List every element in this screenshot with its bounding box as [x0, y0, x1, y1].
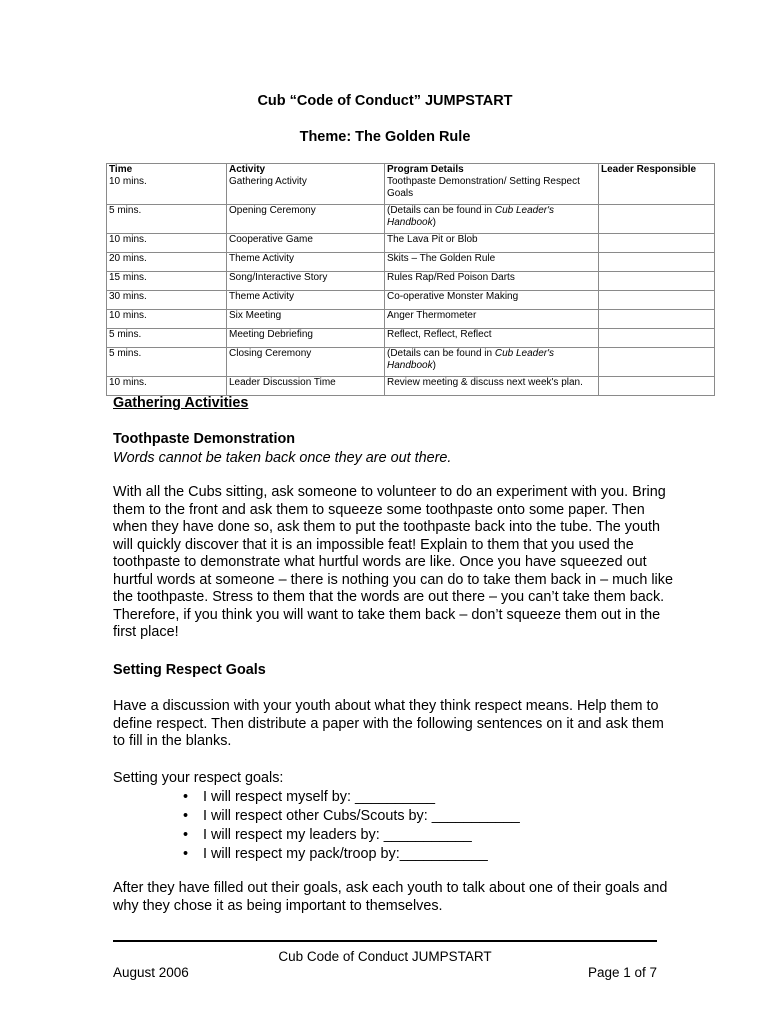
table-row [107, 272, 715, 291]
toothpaste-heading: Toothpaste Demonstration [113, 431, 296, 447]
schedule-header-row [107, 164, 715, 177]
respect-goals-paragraph: Have a discussion with your youth about what they think respect means. Help them to define respect. Then distribute a paper with the following sentences on it and ask them to fill in the blanks. [113, 698, 664, 749]
cell-details [385, 205, 599, 234]
cell-time: 10 mins. [107, 234, 227, 253]
list-item [183, 845, 520, 864]
handbook-title: Cub Leader's Handbook [387, 205, 555, 228]
cell-activity: Theme Activity [227, 253, 385, 272]
cell-leader [599, 253, 715, 272]
cell-leader [599, 234, 715, 253]
cell-leader [599, 176, 715, 205]
cell-leader [599, 348, 715, 377]
cell-activity: Meeting Debriefing [227, 329, 385, 348]
cell-activity: Gathering Activity [227, 176, 385, 205]
header-time: Time [107, 164, 227, 177]
table-row [107, 377, 715, 396]
cell-activity: Leader Discussion Time [227, 377, 385, 396]
cell-leader [599, 272, 715, 291]
respect-goals-intro: Setting your respect goals: [113, 770, 284, 786]
cell-time: 5 mins. [107, 205, 227, 234]
table-row [107, 310, 715, 329]
list-item [183, 807, 520, 826]
details-text-end: ) [432, 217, 436, 228]
list-item [183, 788, 520, 807]
header-program-details: Program Details [385, 164, 599, 177]
table-row [107, 329, 715, 348]
cell-time: 20 mins. [107, 253, 227, 272]
bullet-icon: • [183, 808, 189, 824]
page-number: Page 1 of 7 [587, 965, 657, 980]
respect-goals-heading: Setting Respect Goals [113, 662, 266, 678]
cell-activity: Song/Interactive Story [227, 272, 385, 291]
table-row [107, 234, 715, 253]
header-activity: Activity [227, 164, 385, 177]
cell-activity: Six Meeting [227, 310, 385, 329]
cell-details: Co-operative Monster Making [385, 291, 599, 310]
cell-leader [599, 329, 715, 348]
details-text-end: ) [432, 360, 436, 371]
bullet-icon: • [183, 846, 189, 862]
cell-activity: Cooperative Game [227, 234, 385, 253]
list-item [183, 826, 520, 845]
gathering-activities-heading: Gathering Activities [113, 395, 249, 411]
cell-time: 30 mins. [107, 291, 227, 310]
cell-details: Reflect, Reflect, Reflect [385, 329, 599, 348]
table-row [107, 205, 715, 234]
cell-activity: Closing Ceremony [227, 348, 385, 377]
cell-activity: Opening Ceremony [227, 205, 385, 234]
respect-goals-list [183, 788, 520, 864]
header-leader-responsible: Leader Responsible [599, 164, 715, 177]
cell-leader [599, 291, 715, 310]
bullet-icon: • [183, 827, 189, 843]
goal-text: I will respect myself by: __________ [203, 789, 435, 805]
cell-leader [599, 310, 715, 329]
document-title: Cub “Code of Conduct” JUMPSTART [257, 93, 513, 109]
table-row [107, 348, 715, 377]
goal-text: I will respect other Cubs/Scouts by: ___________ [203, 808, 520, 824]
cell-time: 5 mins. [107, 348, 227, 377]
cell-details [385, 348, 599, 377]
handbook-title: Cub Leader's Handbook [387, 348, 555, 371]
footer-divider [113, 940, 657, 942]
cell-time: 10 mins. [107, 310, 227, 329]
cell-details: Rules Rap/Red Poison Darts [385, 272, 599, 291]
cell-details: Review meeting & discuss next week's plan. [385, 377, 599, 396]
table-row [107, 253, 715, 272]
cell-time: 10 mins. [107, 176, 227, 205]
footer-date: August 2006 [113, 965, 189, 980]
cell-details: Anger Thermometer [385, 310, 599, 329]
toothpaste-quote: Words cannot be taken back once they are out there. [113, 450, 452, 466]
cell-details: Skits – The Golden Rule [385, 253, 599, 272]
table-row [107, 176, 715, 205]
schedule-table [106, 163, 715, 396]
document-theme: Theme: The Golden Rule [299, 129, 471, 145]
footer-title: Cub Code of Conduct JUMPSTART [278, 949, 492, 964]
details-text: (Details can be found in [387, 348, 495, 359]
cell-leader [599, 377, 715, 396]
cell-time: 5 mins. [107, 329, 227, 348]
details-text: (Details can be found in [387, 205, 495, 216]
cell-activity: Theme Activity [227, 291, 385, 310]
toothpaste-paragraph: With all the Cubs sitting, ask someone to volunteer to do an experiment with you. Bring them to the front and ask them to squeeze some toothpaste onto some paper. Then when they have done so, ask them to put the toothpaste back into the tube. The youth will quickly discover that it is an impossible feat! Explain to them that you used the toothpaste to demonstrate what hurtful words are like. Once you have squeezed out hurtful words at someone – there is nothing you can do to take them back in – much like the toothpaste. Stress to them that the words are out there – you can’t take them back. Therefore, if you think you will want to take them back – don’t squeeze them out in the first place! [113, 484, 673, 640]
cell-time: 15 mins. [107, 272, 227, 291]
cell-leader [599, 205, 715, 234]
closing-paragraph: After they have filled out their goals, ask each youth to talk about one of their goals and why they chose it as being important to themselves. [113, 880, 668, 914]
cell-details: Toothpaste Demonstration/ Setting Respect Goals [385, 176, 599, 205]
goal-text: I will respect my pack/troop by:___________ [203, 846, 488, 862]
bullet-icon: • [183, 789, 189, 805]
cell-time: 10 mins. [107, 377, 227, 396]
table-row [107, 291, 715, 310]
goal-text: I will respect my leaders by: ___________ [203, 827, 472, 843]
cell-details: The Lava Pit or Blob [385, 234, 599, 253]
